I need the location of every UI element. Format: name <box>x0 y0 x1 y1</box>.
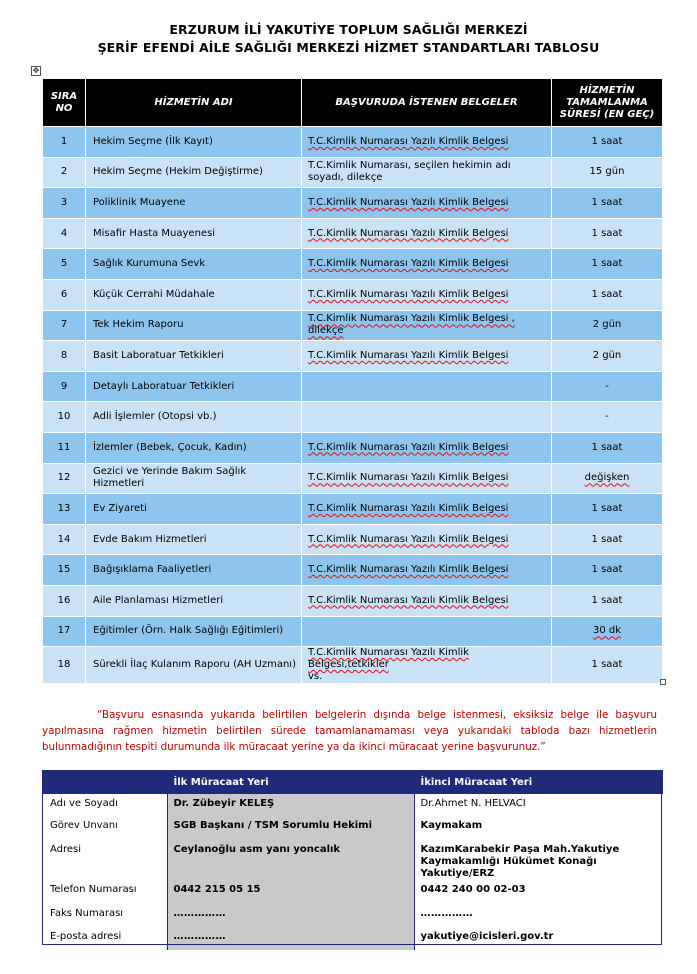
table-row <box>43 218 663 249</box>
second-application-value <box>414 904 662 927</box>
row-number: 13 <box>43 494 86 525</box>
second-application-value <box>414 816 662 840</box>
completion-time-text: 1 saat <box>591 533 623 545</box>
required-documents <box>302 310 552 341</box>
required-documents <box>302 157 552 188</box>
required-documents-text: T.C.Kimlik Numarası Yazılı Kimlik Belgesi <box>308 441 509 453</box>
first-application-text: 0442 215 05 15 <box>173 884 261 895</box>
contact-header-first: İlk Müracaat Yeri <box>167 770 414 794</box>
header-sira-no: SIRA NO <box>43 79 86 127</box>
service-name: Misafir Hasta Muayenesi <box>86 218 302 249</box>
service-name: Sağlık Kurumuna Sevk <box>86 249 302 280</box>
table-row <box>43 494 663 525</box>
required-documents-text: T.C.Kimlik Numarası Yazılı Kimlik Belgesi <box>308 564 509 576</box>
document-title-line2: ŞERİF EFENDİ AİLE SAĞLIĞI MERKEZİ HİZMET STANDARTLARI TABLOSU <box>97 40 600 55</box>
contact-row <box>42 904 662 927</box>
completion-time <box>552 616 663 647</box>
table-row <box>43 616 663 647</box>
contact-table-body <box>42 794 662 950</box>
second-application-value <box>414 880 662 904</box>
row-number: 1 <box>43 127 86 158</box>
required-documents <box>302 524 552 555</box>
table-row <box>43 432 663 463</box>
required-documents <box>302 585 552 616</box>
row-number: 9 <box>43 371 86 402</box>
contact-table <box>42 770 663 950</box>
completion-time <box>552 402 663 433</box>
completion-time-text: - <box>605 411 609 423</box>
required-documents <box>302 249 552 280</box>
second-application-text: yakutiye@icisleri.gov.tr <box>420 931 554 942</box>
service-table-body <box>43 127 663 684</box>
required-documents <box>302 647 552 684</box>
completion-time <box>552 463 663 494</box>
service-name: İzlemler (Bebek, Çocuk, Kadın) <box>86 432 302 463</box>
completion-time-text: 1 saat <box>591 258 623 270</box>
required-documents <box>302 494 552 525</box>
document-title-line1: ERZURUM İLİ YAKUTİYE TOPLUM SAĞLIĞI MERKEZİ <box>169 22 528 37</box>
service-name: Hekim Seçme (İlk Kayıt) <box>86 127 302 158</box>
table-header-row <box>43 79 663 127</box>
first-application-text: Dr. Zübeyir KELEŞ <box>173 798 275 809</box>
header-completion-time: HİZMETİN TAMAMLANMA SÜRESİ (EN GEÇ) <box>552 79 663 127</box>
row-number: 17 <box>43 616 86 647</box>
service-name: Aile Planlaması Hizmetleri <box>86 585 302 616</box>
table-row <box>43 157 663 188</box>
completion-time <box>552 310 663 341</box>
contact-row <box>42 880 662 904</box>
row-number: 16 <box>43 585 86 616</box>
contact-header-row <box>42 770 662 794</box>
service-name: Eğitimler (Örn. Halk Sağlığı Eğitimleri) <box>86 616 302 647</box>
second-application-value <box>414 794 662 816</box>
completion-time-text: 1 saat <box>591 288 623 300</box>
table-row <box>43 402 663 433</box>
required-documents-text: T.C.Kimlik Numarası Yazılı Kimlik Belgesi <box>308 258 509 270</box>
table-row <box>43 371 663 402</box>
completion-time-text: 1 saat <box>591 659 623 671</box>
required-documents <box>302 463 552 494</box>
second-application-text-cont: Kaymakamlığı Hükümet Konağı Yakutiye/ERZ <box>420 856 597 879</box>
table-row <box>43 555 663 586</box>
required-documents <box>302 341 552 372</box>
contact-row <box>42 794 662 816</box>
completion-time <box>552 341 663 372</box>
required-documents-text: T.C.Kimlik Numarası Yazılı Kimlik Belgesi,tetkikler <box>308 647 470 671</box>
required-documents <box>302 371 552 402</box>
table-row <box>43 524 663 555</box>
completion-time-text: 1 saat <box>591 564 623 576</box>
completion-time <box>552 555 663 586</box>
required-documents-text: T.C.Kimlik Numarası Yazılı Kimlik Belgesi <box>308 135 509 147</box>
completion-time-text: 1 saat <box>591 594 623 606</box>
completion-time-text: 1 saat <box>591 135 623 147</box>
table-row <box>43 127 663 158</box>
contact-label: Görev Unvanı <box>50 820 118 831</box>
completion-time-text: 2 gün <box>592 319 622 331</box>
contact-row <box>42 816 662 840</box>
service-name: Küçük Cerrahi Müdahale <box>86 279 302 310</box>
completion-time <box>552 218 663 249</box>
second-application-text: KazımKarabekir Paşa Mah.Yakutiye <box>420 844 620 855</box>
service-name: Detaylı Laboratuar Tetkikleri <box>86 371 302 402</box>
completion-time-text: 1 saat <box>591 441 623 453</box>
row-number: 7 <box>43 310 86 341</box>
completion-time <box>552 157 663 188</box>
row-number: 6 <box>43 279 86 310</box>
table-row <box>43 647 663 684</box>
second-application-value <box>414 927 662 950</box>
service-name: Bağışıklama Faaliyetleri <box>86 555 302 586</box>
completion-time-text: - <box>605 380 609 392</box>
contact-header-blank <box>42 770 167 794</box>
required-documents <box>302 188 552 219</box>
contact-row <box>42 927 662 950</box>
service-name: Ev Ziyareti <box>86 494 302 525</box>
first-application-text: …………… <box>173 931 226 942</box>
second-application-value <box>414 840 662 880</box>
completion-time-text: 1 saat <box>591 227 623 239</box>
completion-time <box>552 279 663 310</box>
first-application-text: Ceylanoğlu asm yanı yoncalık <box>173 844 341 855</box>
completion-time-text: 30 dk <box>592 625 622 637</box>
first-application-text: SGB Başkanı / TSM Sorumlu Hekimi <box>173 820 373 831</box>
service-name: Hekim Seçme (Hekim Değiştirme) <box>86 157 302 188</box>
completion-time <box>552 127 663 158</box>
row-number: 15 <box>43 555 86 586</box>
contact-label: E-posta adresi <box>50 931 122 942</box>
first-application-value <box>167 904 414 927</box>
completion-time <box>552 494 663 525</box>
required-documents-text: T.C.Kimlik Numarası Yazılı Kimlik Belgesi <box>308 227 509 239</box>
required-documents-text: T.C.Kimlik Numarası Yazılı Kimlik Belgesi <box>308 533 509 545</box>
completion-time <box>552 188 663 219</box>
required-documents-text-cont: vs. <box>308 671 323 683</box>
service-name: Evde Bakım Hizmetleri <box>86 524 302 555</box>
first-application-value <box>167 840 414 880</box>
completion-time <box>552 647 663 684</box>
completion-time-text: 15 gün <box>589 166 625 178</box>
completion-time-text: 1 saat <box>591 502 623 514</box>
second-application-text: Dr.Ahmet N. HELVACI <box>420 798 526 809</box>
required-documents-text: T.C.Kimlik Numarası Yazılı Kimlik Belgesi <box>308 196 509 208</box>
second-application-text: …………… <box>420 908 473 919</box>
table-move-handle-icon[interactable]: ✥ <box>32 66 40 75</box>
service-name: Tek Hekim Raporu <box>86 310 302 341</box>
table-row <box>43 310 663 341</box>
table-row <box>43 463 663 494</box>
first-application-value <box>167 880 414 904</box>
contact-label: Adresi <box>50 844 82 855</box>
required-documents <box>302 402 552 433</box>
row-number: 11 <box>43 432 86 463</box>
row-number: 12 <box>43 463 86 494</box>
first-application-value <box>167 927 414 950</box>
required-documents <box>302 218 552 249</box>
row-number: 3 <box>43 188 86 219</box>
completion-time <box>552 524 663 555</box>
service-name: Poliklinik Muayene <box>86 188 302 219</box>
second-application-text: 0442 240 00 02-03 <box>420 884 526 895</box>
required-documents <box>302 555 552 586</box>
row-number: 10 <box>43 402 86 433</box>
completion-time-text: değişken <box>584 472 630 484</box>
completion-time <box>552 585 663 616</box>
service-name: Basit Laboratuar Tetkikleri <box>86 341 302 372</box>
table-row <box>43 188 663 219</box>
contact-row <box>42 840 662 880</box>
required-documents <box>302 616 552 647</box>
contact-header-second: İkinci Müracaat Yeri <box>414 770 662 794</box>
row-number: 18 <box>43 647 86 684</box>
row-number: 2 <box>43 157 86 188</box>
header-required-documents: BAŞVURUDA İSTENEN BELGELER <box>302 79 552 127</box>
completion-time <box>552 432 663 463</box>
required-documents-text: T.C.Kimlik Numarası Yazılı Kimlik Belgesi <box>308 594 509 606</box>
completion-time <box>552 371 663 402</box>
row-number: 14 <box>43 524 86 555</box>
table-row <box>43 341 663 372</box>
row-number: 8 <box>43 341 86 372</box>
first-application-text: …………… <box>173 908 226 919</box>
required-documents-text: T.C.Kimlik Numarası, seçilen hekimin adı soyadı, dilekçe <box>308 160 511 184</box>
table-row <box>43 249 663 280</box>
required-documents <box>302 432 552 463</box>
completion-time-text: 1 saat <box>591 196 623 208</box>
completion-time <box>552 249 663 280</box>
completion-time-text: 2 gün <box>592 349 622 361</box>
table-resize-handle[interactable] <box>660 679 666 685</box>
required-documents-text: T.C.Kimlik Numarası Yazılı Kimlik Belgesi <box>308 472 509 484</box>
service-standards-table <box>42 78 663 684</box>
header-service-name: HİZMETİN ADI <box>86 79 302 127</box>
row-number: 5 <box>43 249 86 280</box>
notice-paragraph: “Başvuru esnasında yukarıda belirtilen belgelerin dışında belge istenmesi, eksiksiz belge ile başvuru yapılmasına rağmen hizmetin belirtilen sürede tamamlanamaması veya yukarıdaki tabloda bazı hizmetlerin bulunmadığının tespiti durumunda ilk müracaat yerine ya da ikinci müracaat yerine başvurunuz.” <box>42 709 657 753</box>
service-name: Adli İşlemler (Otopsi vb.) <box>86 402 302 433</box>
required-documents <box>302 279 552 310</box>
service-name: Sürekli İlaç Kulanım Raporu (AH Uzmanı) <box>86 647 302 684</box>
first-application-value <box>167 816 414 840</box>
table-row <box>43 279 663 310</box>
contact-label: Telefon Numarası <box>50 884 137 895</box>
required-documents-text: T.C.Kimlik Numarası Yazılı Kimlik Belgesi <box>308 502 509 514</box>
required-documents-text: T.C.Kimlik Numarası Yazılı Kimlik Belgesi <box>308 288 509 300</box>
required-documents-text: T.C.Kimlik Numarası Yazılı Kimlik Belgesi , dilekçe <box>308 313 515 337</box>
row-number: 4 <box>43 218 86 249</box>
service-name: Gezici ve Yerinde Bakım Sağlık Hizmetleri <box>86 463 302 494</box>
required-documents <box>302 127 552 158</box>
first-application-value <box>167 794 414 816</box>
contact-label: Faks Numarası <box>50 908 124 919</box>
second-application-text: Kaymakam <box>420 820 483 831</box>
required-documents-text: T.C.Kimlik Numarası Yazılı Kimlik Belgesi <box>308 349 509 361</box>
contact-label: Adı ve Soyadı <box>50 798 118 809</box>
table-row <box>43 585 663 616</box>
